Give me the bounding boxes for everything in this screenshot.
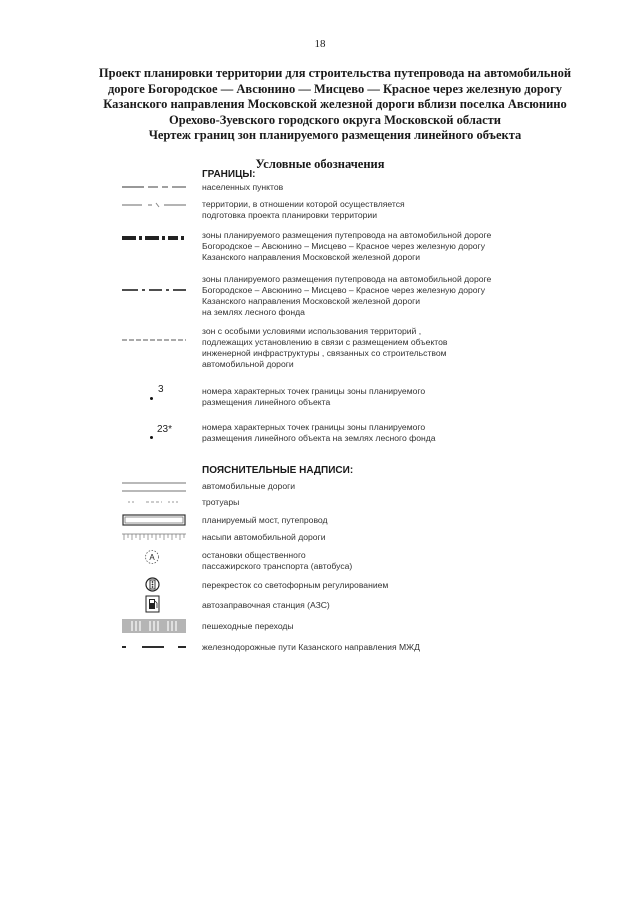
legend-item-bridge: планируемый мост, путепровод [202,515,328,525]
legend-item-forest-point-numbers: номера характерных точек границы зоны планируемого размещения линейного объекта на землях лесного фонда [202,422,436,443]
gas-station-icon [145,595,160,613]
bridge-symbol [122,514,186,526]
planning-territory-boundary-symbol [122,201,186,209]
forest-boundary-point-marker [150,436,153,439]
embankment-symbol [122,532,186,542]
boundaries-heading: ГРАНИЦЫ: [202,169,256,180]
legend-item-pedestrian-crossings: пешеходные переходы [202,621,294,631]
settlement-boundary-symbol [122,183,186,191]
document-title [70,66,600,144]
title-line: Казанского направления Московской железной дороги вблизи поселка Авсюнино [103,97,567,111]
title-line: дороге Богородское — Авсюнино — Мисцево — Красное через железную дорогу [107,81,563,96]
legend-item-overpass-zone-forest: зоны планируемого размещения путепровода на автомобильной дороге Богородское – Авсюнино – Мисцево – Красное через железную дорогу Казанского направления Московской железной дороги на землях лесного фонда [202,274,492,317]
bus-stop-icon [144,549,160,565]
road-symbol [122,481,186,493]
sidewalk-symbol [122,498,186,506]
point-number-sample: 3 [158,384,164,395]
legend-item-point-numbers: номера характерных точек границы зоны планируемого размещения линейного объекта [202,386,426,407]
title-line: Проект планировки территории для строительства путепровода на автомобильной [98,66,572,80]
legend-item-gas-station: автозаправочная станция (АЗС) [202,600,330,610]
forest-point-number-sample: 23* [157,424,173,435]
traffic-light-icon [145,577,160,592]
overpass-zone-boundary-symbol [122,234,186,242]
legend-item-special-zones: зон с особыми условиями использования территорий , подлежащих установлению в связи с размещением объектов инженерной инфраструктуры , связанных со строительством автомобильной дороги [202,326,448,369]
title-line: Орехово-Зуевского городского округа Московской области [169,112,501,127]
svg-text:A: A [149,553,155,562]
legend-item-planning-territory: территории, в отношении которой осуществляется подготовка проекта планировки территории [202,199,405,220]
legend-heading: Условные обозначения [255,157,385,171]
legend-item-roads: автомобильные дороги [202,481,296,491]
legend-item-railway: железнодорожные пути Казанского направления МЖД [202,642,420,652]
page-number: 18 [314,38,326,50]
railway-symbol [122,643,186,651]
overpass-zone-forest-boundary-symbol [122,286,186,294]
pedestrian-crossing-symbol [122,619,186,633]
legend-item-bus-stops: остановки общественного пассажирского транспорта (автобуса) [202,550,353,571]
legend-item-embankment: насыпи автомобильной дороги [202,532,326,542]
special-zone-boundary-symbol [122,336,186,344]
explanatory-heading: ПОЯСНИТЕЛЬНЫЕ НАДПИСИ: [202,465,354,476]
legend-item-overpass-zone: зоны планируемого размещения путепровода на автомобильной дороге Богородское – Авсюнино – Мисцево – Красное через железную дорогу Казанского направления Московской железной дороги [202,230,492,262]
legend-item-traffic-light: перекресток со светофорным регулированием [202,580,389,590]
boundary-point-marker [150,397,153,400]
title-line: Чертеж границ зон планируемого размещения линейного объекта [148,128,522,142]
legend-item-sidewalks: тротуары [202,497,240,507]
legend-item-settlements: населенных пунктов [202,182,284,192]
